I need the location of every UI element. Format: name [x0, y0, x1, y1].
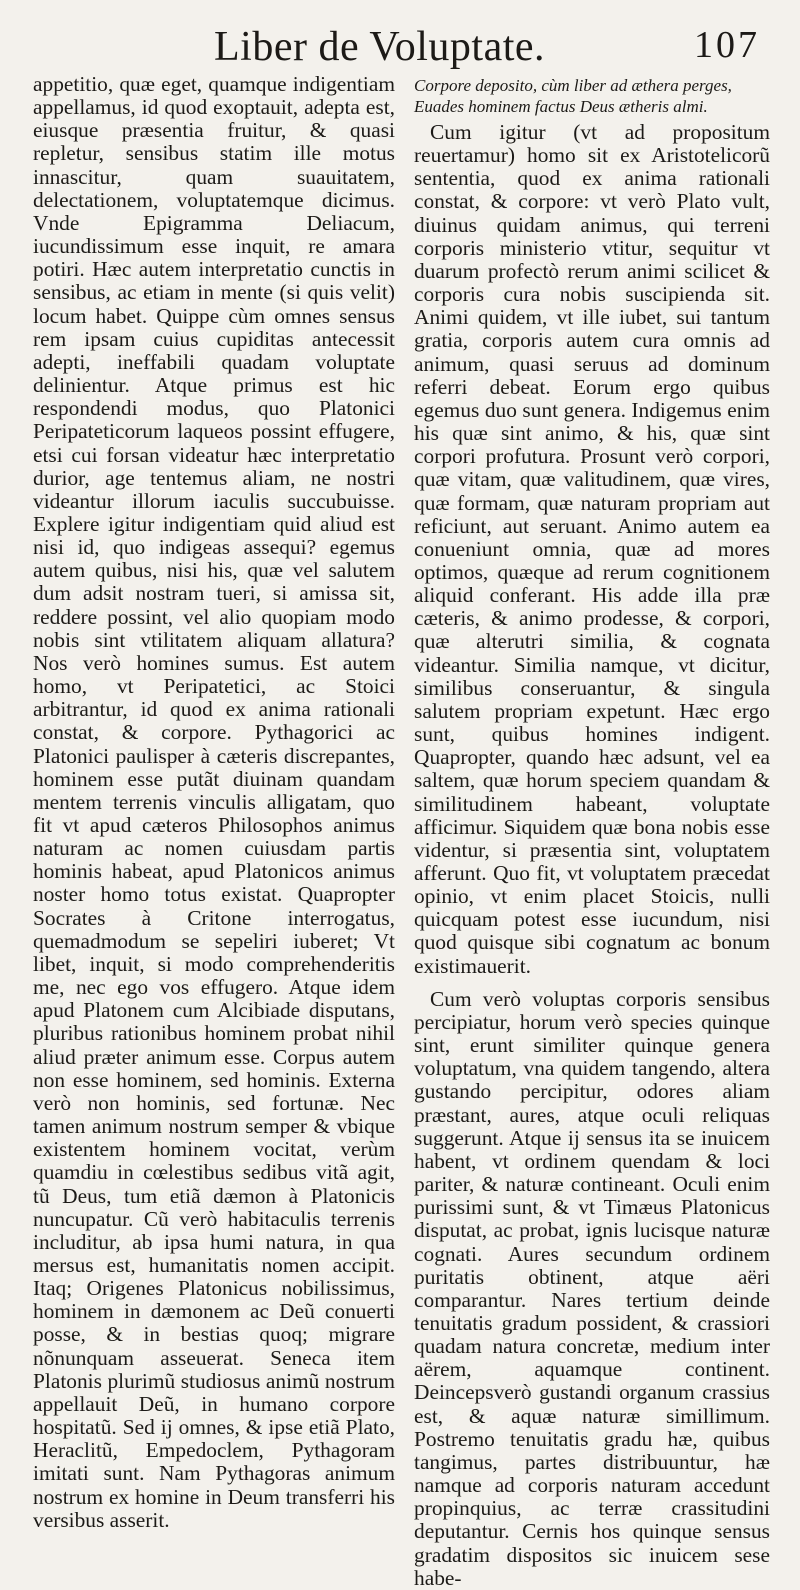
running-title: Liber de Voluptate.	[214, 24, 546, 70]
right-paragraph-1: Cum igitur (vt ad propositum reuertamur) homo sit ex Aristotelicorũ sententia, quod ex anima rationali constat, & corpore: vt verò Plato vult, diuinus quidam animus, qui terreni corporis ministerio vtitur, sequitur vt duarum profectò rerum animi scilicet & corporis cura nobis suscipienda sit. Animi quidem, vt ille iubet, sui tantum gratia, corporis autem cura omnis ad animum, quasi seruus ad dominum referri debeat. Eorum ergo quibus egemus duo sunt genera. Indigemus enim his quæ sint animo, & his, quæ sint corpori profutura. Prosunt verò corpori, quæ vitam, quæ valitudinem, quæ vires, quæ formam, quæ naturam propriam aut reficiunt, aut seruant. Animo autem ea conueniunt omnia, quæ ad mores optimos, quæque ad rerum cognitionem aliquid conferant. His adde illa præ cæteris, & animo prodesse, & corpori, quæ alterutri similia, & cognata videantur. Similia namque, vt dicitur, similibus conseruantur, & singula salutem propriam expetunt. Hæc ergo sunt, quibus homines indigent. Quapropter, quando hæc adsunt, vel ea saltem, quæ horum speciem quandam & similitudinem habeant, voluptate afficimur. Siquidem quæ bona nobis esse videntur, si præsentia sint, voluptatem afferunt. Quo fit, vt voluptatem præcedat opinio, vt enim placet Stoicis, nulli quicquam potest esse iucundum, nisi quod quisque sibi cognatum ac bonum existimauerit.	[414, 120, 770, 978]
verse-line-1: Corpore deposito, cùm liber ad æthera perges,	[414, 76, 732, 95]
left-column	[33, 72, 395, 1532]
page-header	[0, 20, 800, 74]
page-number: 107	[694, 24, 760, 66]
right-paragraph-2: Cum verò voluptas corporis sensibus percipiatur, horum verò species quinque sint, erunt similiter quinque genera voluptatum, vna quidem tangendo, altera gustando percipitur, odores aliam præstant, aures, atque oculi reliquas suggerunt. Atque ij sensus ita se inuicem habent, vt ordinem quendam & loci pariter, & naturæ contineant. Oculi enim purissimi sunt, & vt Timæus Platonicus disputat, ac probat, ignis lucisque naturæ cognati. Aures secundum ordinem puritatis obtinent, atque aëri comparantur. Nares tertium deinde tenuitatis gradum possident, & crassiori quadam natura concretæ, medium inter aërem, aquamque continent. Deincepsverò gustandi organum crassius est, & aquæ naturæ simillimum. Postremo tenuitatis gradu hæ, quibus tangimus, partes distribuuntur, hæ namque ad corporis naturam accedunt propinquius, ac terræ crassitudini deputantur. Cernis hos quinque sensus gradatim dispositos sic inuicem sese habe-	[414, 986, 770, 1590]
verse-line-2: Euades hominem factus Deus ætheris almi.	[414, 97, 708, 116]
left-paragraph-1: appetitio, quæ eget, quamque indigentiam appellamus, id quod exoptauit, adepta est, eiusque præsentia fruitur, & quasi repletur, sensibus statim ille motus innascitur, quam suauitatem, delectationem, voluptatemque dicimus. Vnde Epigramma Deliacum, iucundissimum esse inquit, re amara potiri. Hæc autem interpretatio cunctis in sensibus, ac etiam in mente (si quis velit) locum habet. Quippe cùm omnes sensus rem ipsam cuius cupiditas antecessit adepti, ineffabili quadam voluptate delinientur. Atque primus est hic respondendi modus, quo Platonici Peripateticorum laqueos possint effugere, etsi cui forsan videatur hæc interpretatio durior, age tentemus aliam, ne nostri videantur illorum iaculis succubuisse. Explere igitur indigentiam quid aliud est nisi id, quo indigeas assequi? egemus autem quibus, nisi his, quæ vel salutem dum adsit nostram tueri, si amissa sit, reddere possint, vel alio quopiam modo nobis sint vtilitatem aliquam allatura? Nos verò homines sumus. Est autem homo, vt Peripatetici, ac Stoici arbitrantur, id quod ex anima rationali constat, & corpore. Pythagorici ac Platonici paulisper à cæteris discrepantes, hominem esse putãt diuinam quandam mentem terrenis vinculis alligatam, quo fit vt apud cæteros Philosophos animus naturam ac nomen cuiusdam partis hominis habeat, apud Platonicos animus noster homo totus existat. Quapropter Socrates à Critone interrogatus, quemadmodum se sepeliri iuberet; Vt libet, inquit, si modo comprehenderitis me, nec ego vos effugero. Atque idem apud Platonem cum Alcibiade disputans, pluribus rationibus hominem probat nihil aliud præter animum esse. Corpus autem non esse hominem, sed hominis. Externa verò non hominis, sed fortunæ. Nec tamen animum nostrum semper & vbique existentem hominem vocitat, verùm quamdiu in cœlestibus sedibus vitã agit, tũ Deus, tum etiã dæmon à Platonicis nuncupatur. Cũ verò habitaculis terrenis includitur, ab ipsa humi natura, in qua mersus est, humanitatis nomen accipit. Itaq; Origenes Platonicus nobilissimus, hominem in dæmonem ac Deũ conuerti posse, & in bestias quoq; migrare nõnunquam asseuerat. Seneca item Platonis plurimũ studiosus animũ nostrum appellauit Deũ, in humano corpore hospitatũ. Sed ij omnes, & ipse etiã Plato, Heraclitũ, Empedoclem, Pythagoram imitati sunt. Nam Pythagoras animum nostrum ex homine in Deum transferri his versibus asserit.	[33, 72, 395, 1532]
verse-quotation	[414, 75, 770, 117]
right-column	[414, 73, 770, 1590]
